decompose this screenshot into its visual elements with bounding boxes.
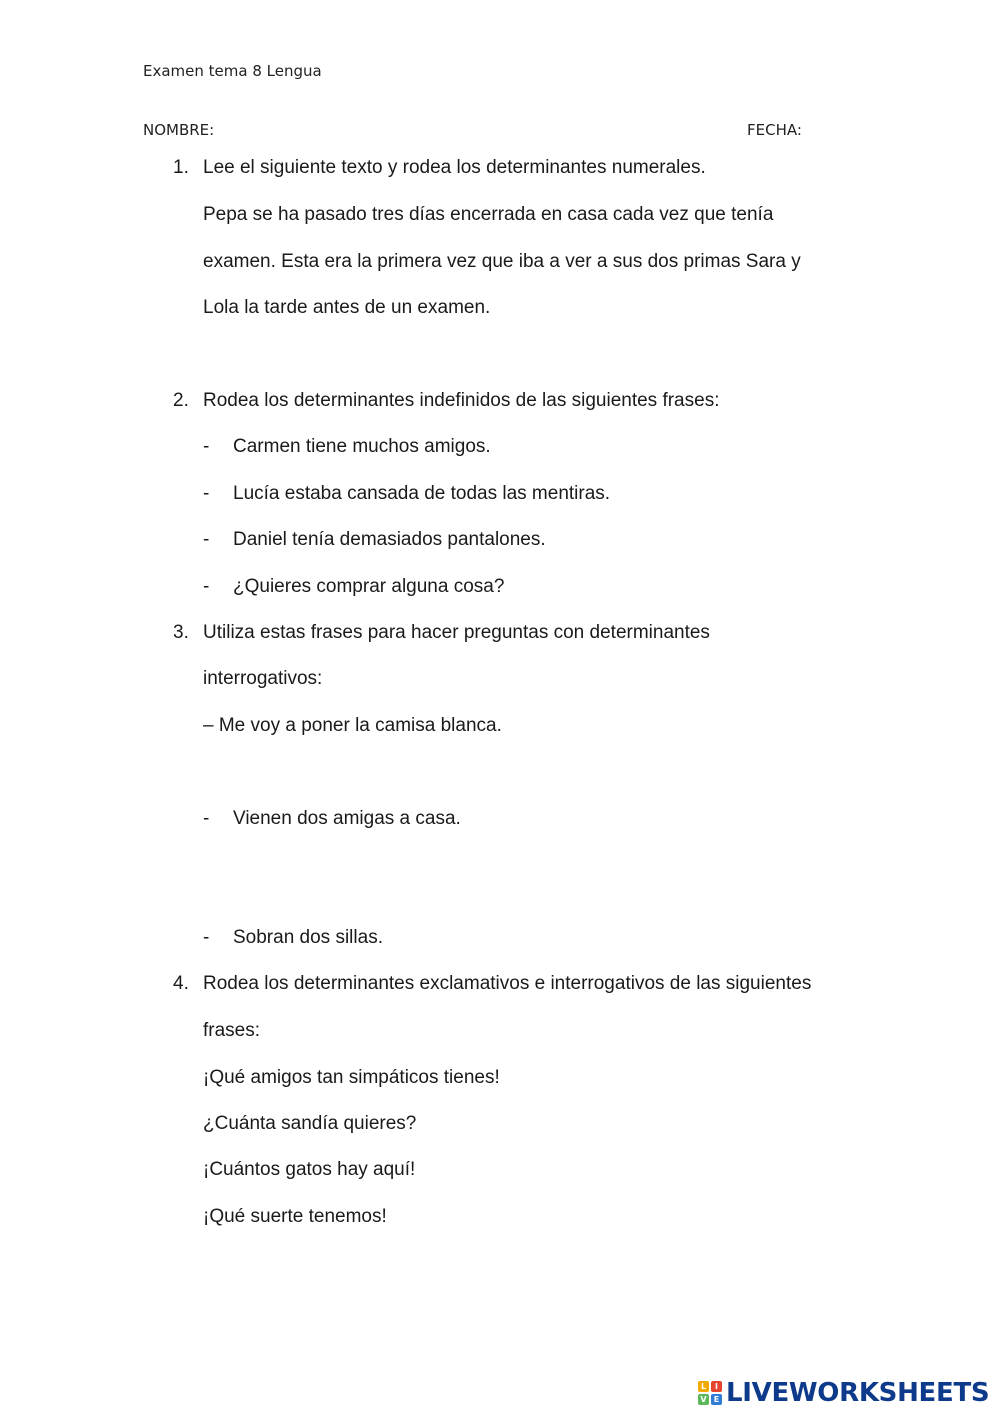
question-3-item: Sobran dos sillas.	[233, 927, 383, 948]
question-3-prompt-line: Utiliza estas frases para hacer preguntas con determinantes	[203, 622, 710, 643]
liveworksheets-logo	[698, 1377, 989, 1409]
question-1-prompt: Lee el siguiente texto y rodea los determinantes numerales.	[203, 157, 706, 178]
date-label: FECHA:	[747, 121, 802, 139]
list-bullet: -	[203, 576, 210, 597]
question-2-item: ¿Quieres comprar alguna cosa?	[233, 576, 505, 597]
question-3-item: Vienen dos amigas a casa.	[233, 808, 461, 829]
question-3-number: 3.	[173, 622, 189, 643]
list-bullet: -	[203, 436, 210, 457]
question-2-item: Daniel tenía demasiados pantalones.	[233, 529, 546, 550]
list-bullet: -	[203, 529, 210, 550]
question-4-sentence: ¡Cuántos gatos hay aquí!	[203, 1159, 416, 1180]
question-2-number: 2.	[173, 390, 189, 411]
question-4-prompt-line: frases:	[203, 1020, 261, 1041]
question-1-text-line: Lola la tarde antes de un examen.	[203, 297, 491, 318]
question-2-prompt: Rodea los determinantes indefinidos de las siguientes frases:	[203, 390, 720, 411]
question-1-text-line: examen. Esta era la primera vez que iba a ver a sus dos primas Sara y	[203, 251, 801, 272]
liveworksheets-logo-icon	[698, 1381, 722, 1405]
question-3-prompt-line: interrogativos:	[203, 668, 323, 689]
list-bullet: -	[203, 483, 210, 504]
question-4-sentence: ¡Qué suerte tenemos!	[203, 1206, 387, 1227]
logo-tile-v: V	[698, 1394, 709, 1405]
question-2-item: Lucía estaba cansada de todas las mentiras.	[233, 483, 611, 504]
logo-text: LIVEWORKSHEETS	[726, 1378, 990, 1408]
logo-tile-i: I	[711, 1381, 722, 1392]
question-4-sentence: ¿Cuánta sandía quieres?	[203, 1113, 417, 1134]
list-bullet: -	[203, 927, 210, 948]
logo-tile-e: E	[711, 1394, 722, 1405]
name-label: NOMBRE:	[143, 121, 215, 139]
logo-tile-l: L	[698, 1381, 709, 1392]
question-3-item: – Me voy a poner la camisa blanca.	[203, 715, 502, 736]
question-1-number: 1.	[173, 157, 189, 178]
question-4-prompt-line: Rodea los determinantes exclamativos e interrogativos de las siguientes	[203, 973, 812, 994]
question-1-text-line: Pepa se ha pasado tres días encerrada en casa cada vez que tenía	[203, 204, 774, 225]
list-bullet: -	[203, 808, 210, 829]
question-4-number: 4.	[173, 973, 189, 994]
exam-title: Examen tema 8 Lengua	[143, 62, 322, 80]
question-2-item: Carmen tiene muchos amigos.	[233, 436, 491, 457]
question-4-sentence: ¡Qué amigos tan simpáticos tienes!	[203, 1067, 500, 1088]
